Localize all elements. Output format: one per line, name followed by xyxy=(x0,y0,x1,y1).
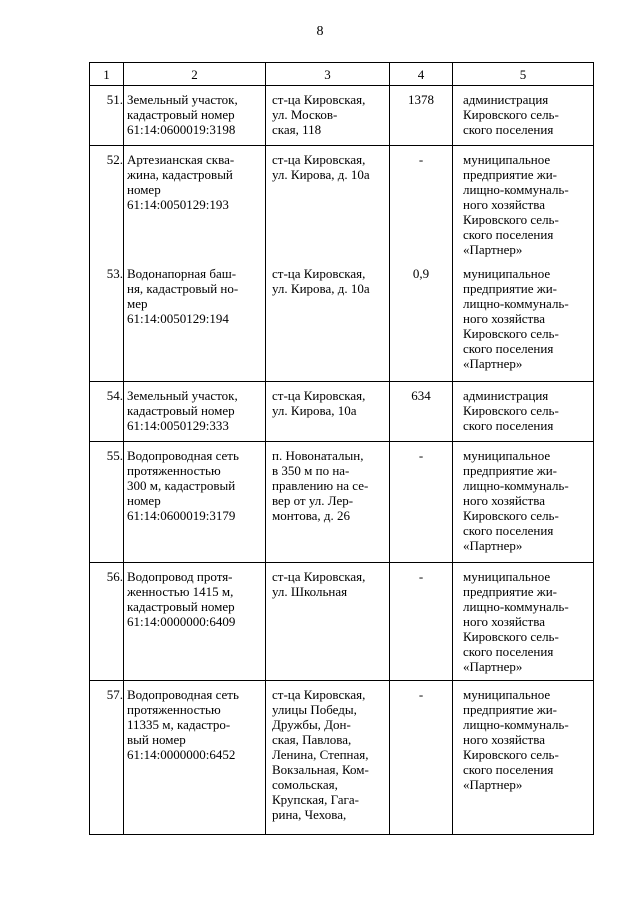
object-holder: муниципальное предприятие жи- лищно-коммуналь- ного хозяйства Кировского сель- ского поселения «Партнер» xyxy=(463,266,569,371)
object-area: - xyxy=(418,448,424,463)
object-address: ст-ца Кировская, ул. Кирова, д. 10а xyxy=(272,266,370,296)
object-holder: муниципальное предприятие жи- лищно-коммуналь- ного хозяйства Кировского сель- ского поселения «Партнер» xyxy=(463,569,569,674)
object-holder: муниципальное предприятие жи- лищно-коммуналь- ного хозяйства Кировского сель- ского поселения «Партнер» xyxy=(463,687,569,792)
row-number: 53. xyxy=(106,266,123,281)
object-address: ст-ца Кировская, ул. Кирова, 10а xyxy=(272,388,366,418)
object-name: Артезианская сква- жина, кадастровый номер 61:14:0050129:193 xyxy=(127,152,235,212)
page-number: 8 xyxy=(316,24,324,39)
object-name: Земельный участок, кадастровый номер 61:14:0600019:3198 xyxy=(127,92,238,137)
object-name: Водопровод протя- женностью 1415 м, кадастровый номер 61:14:0000000:6409 xyxy=(127,569,236,629)
column-header-5: 5 xyxy=(453,63,594,86)
object-address: ст-ца Кировская, улицы Победы, Дружбы, Дон- ская, Павлова, Ленина, Степная, Вокзальная, Ком- сомольская, Крупская, Гага- рина, Чехова, xyxy=(272,687,369,822)
row-number: 54. xyxy=(106,388,123,403)
object-holder: муниципальное предприятие жи- лищно-коммуналь- ного хозяйства Кировского сель- ского поселения «Партнер» xyxy=(463,152,569,257)
object-holder: администрация Кировского сель- ского поселения xyxy=(463,92,559,137)
column-header-3: 3 xyxy=(266,63,390,86)
table-row xyxy=(90,681,594,835)
row-number: 55. xyxy=(106,448,123,463)
table-row xyxy=(90,382,594,442)
object-area: 1378 xyxy=(408,92,434,107)
object-name: Водопроводная сеть протяженностью 11335 м, кадастро- вый номер 61:14:0000000:6452 xyxy=(127,687,239,762)
column-header-4: 4 xyxy=(390,63,453,86)
object-name: Водонапорная баш- ня, кадастровый но- мер 61:14:0050129:194 xyxy=(127,266,239,326)
table-header-row xyxy=(90,63,594,86)
object-address: ст-ца Кировская, ул. Кирова, д. 10а xyxy=(272,152,370,182)
table-row xyxy=(90,146,594,382)
column-header-1: 1 xyxy=(90,63,124,86)
table-row xyxy=(90,563,594,681)
object-name: Водопроводная сеть протяженностью 300 м, кадастровый номер 61:14:0600019:3179 xyxy=(127,448,239,523)
object-area: 634 xyxy=(411,388,431,403)
property-registry-table xyxy=(89,62,594,835)
object-area: - xyxy=(418,152,424,167)
object-holder: администрация Кировского сель- ского поселения xyxy=(463,388,559,433)
row-number: 51. xyxy=(106,92,123,107)
object-area: - xyxy=(418,569,424,584)
table-row xyxy=(90,442,594,563)
row-number: 57. xyxy=(106,687,123,702)
object-holder: муниципальное предприятие жи- лищно-коммуналь- ного хозяйства Кировского сель- ского поселения «Партнер» xyxy=(463,448,569,553)
table-row xyxy=(90,86,594,146)
object-address: ст-ца Кировская, ул. Школьная xyxy=(272,569,366,599)
object-address: ст-ца Кировская, ул. Москов- ская, 118 xyxy=(272,92,366,137)
object-name: Земельный участок, кадастровый номер 61:14:0050129:333 xyxy=(127,388,238,433)
object-area: 0,9 xyxy=(412,266,430,281)
object-area: - xyxy=(418,687,424,702)
row-number: 56. xyxy=(106,569,123,584)
row-number: 52. xyxy=(106,152,123,167)
object-address: п. Новонаталын, в 350 м по на- правлению на се- вер от ул. Лер- монтова, д. 26 xyxy=(272,448,369,523)
column-header-2: 2 xyxy=(124,63,266,86)
